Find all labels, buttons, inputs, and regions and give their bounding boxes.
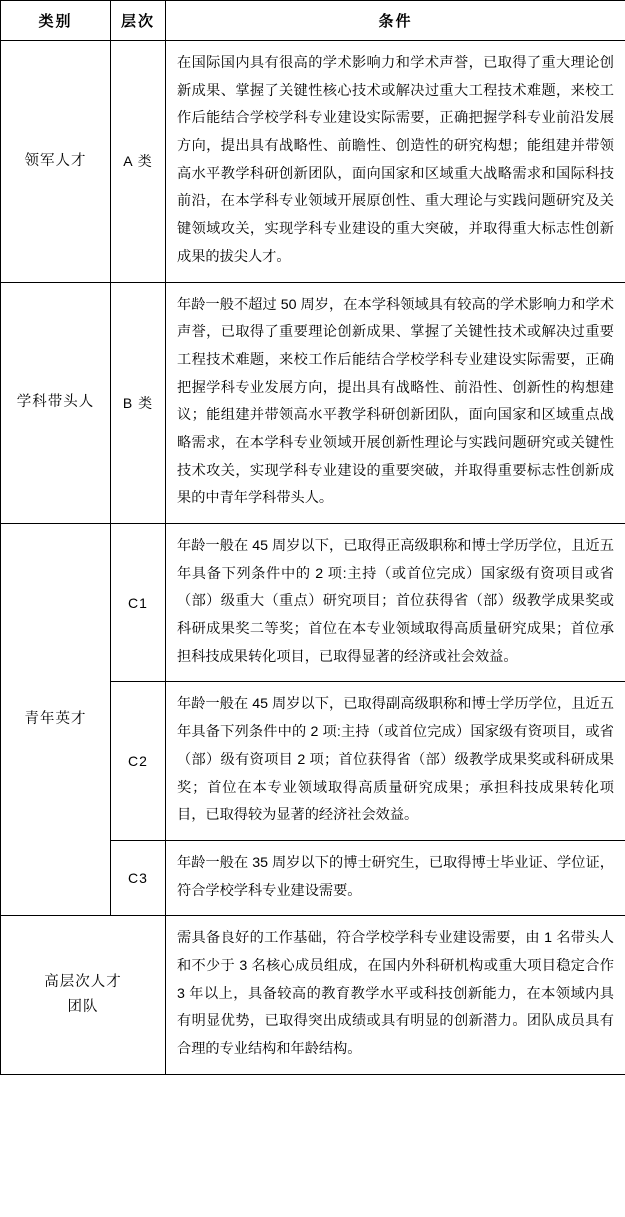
header-condition: 条件 bbox=[166, 1, 625, 41]
condition-cell bbox=[166, 524, 625, 682]
condition-text: 年龄一般在 35 周岁以下的博士研究生，已取得博士毕业证、学位证，符合学校学科专业建设需要。 bbox=[177, 854, 614, 899]
condition-text: 需具备良好的工作基础，符合学校学科专业建设需要，由 1 名带头人和不少于 3 名核心成员组成，在国内外科研机构或重大项目稳定合作 3 年以上，具备较高的教育教学水平或科技创新能力，在本领域内具有明显优势，已取得突出成绩或具有明显的创新潜力。团队成员具有合理的专业结构和年龄结构。 bbox=[177, 930, 614, 1057]
category-cell bbox=[1, 916, 166, 1074]
table-row bbox=[1, 916, 625, 1074]
category-cell: 青年英才 bbox=[1, 524, 111, 916]
table-body bbox=[1, 41, 625, 1075]
table-row bbox=[1, 41, 625, 283]
condition-cell bbox=[166, 682, 625, 840]
condition-cell bbox=[166, 840, 625, 915]
header-level: 层次 bbox=[111, 1, 166, 41]
header-category: 类别 bbox=[1, 1, 111, 41]
level-cell: B 类 bbox=[111, 282, 166, 524]
condition-text: 年龄一般不超过 50 周岁，在本学科领域具有较高的学术影响力和学术声誉，已取得了重要理论创新成果、掌握了关键性技术或解决过重要工程技术难题，来校工作后能结合学校学科专业建设实际需要，正确把握学科专业发展方向，提出具有战略性、前沿性、创新性的构想建议；能组建并带领高水平教学科研创新团队，面向国家和区域重点战略需求，在本学科专业领域开展创新性理论与实践问题研究或关键性技术攻关，实现学科专业建设的重要突破，并取得重要标志性创新成果的中青年学科带头人。 bbox=[177, 296, 614, 507]
table-header bbox=[1, 1, 625, 41]
condition-cell bbox=[166, 916, 625, 1074]
condition-cell bbox=[166, 41, 625, 283]
category-cell: 学科带头人 bbox=[1, 282, 111, 524]
condition-text: 在国际国内具有很高的学术影响力和学术声誉，已取得了重大理论创新成果、掌握了关键性核心技术或解决过重大工程技术难题，来校工作后能结合学校学科专业建设实际需要，正确把握学科专业前沿发展方向，提出具有战略性、前瞻性、创造性的研究构想；能组建并带领高水平教学科研创新团队，面向国家和区域重大战略需求和国际科技前沿，在本学科专业领域开展原创性、重大理论与实践问题研究及关键领域攻关，实现学科专业建设的重大突破，并取得重大标志性创新成果的拔尖人才。 bbox=[177, 55, 614, 265]
level-cell: C2 bbox=[111, 682, 166, 840]
level-cell: C1 bbox=[111, 524, 166, 682]
condition-text: 年龄一般在 45 周岁以下，已取得副高级职称和博士学历学位，且近五年具备下列条件中的 2 项:主持（或首位完成）国家级有资项目，或省（部）级有资项目 2 项；首位获得省（部）级教学成果奖或科研成果奖；首位在本专业领域取得高质量研究成果；承担科技成果转化项目，已取得较为显著的经济社会效益。 bbox=[177, 696, 614, 824]
table-row bbox=[1, 524, 625, 682]
condition-text: 年龄一般在 45 周岁以下，已取得正高级职称和博士学历学位，且近五年具备下列条件中的 2 项:主持（或首位完成）国家级有资项目或省（部）级重大（重点）研究项目；首位获得省（部）级教学成果奖或科研成果奖二等奖；首位在本专业领域取得高质量研究成果；首位承担科技成果转化项目，已取得显著的经济或社会效益。 bbox=[177, 538, 614, 665]
header-row bbox=[1, 1, 625, 41]
level-cell: C3 bbox=[111, 840, 166, 915]
level-cell: A 类 bbox=[111, 41, 166, 283]
category-cell: 领军人才 bbox=[1, 41, 111, 283]
table-row bbox=[1, 282, 625, 524]
category-line-2: 团队 bbox=[67, 998, 99, 1015]
condition-cell bbox=[166, 282, 625, 524]
category-line-1: 高层次人才 bbox=[44, 974, 122, 991]
